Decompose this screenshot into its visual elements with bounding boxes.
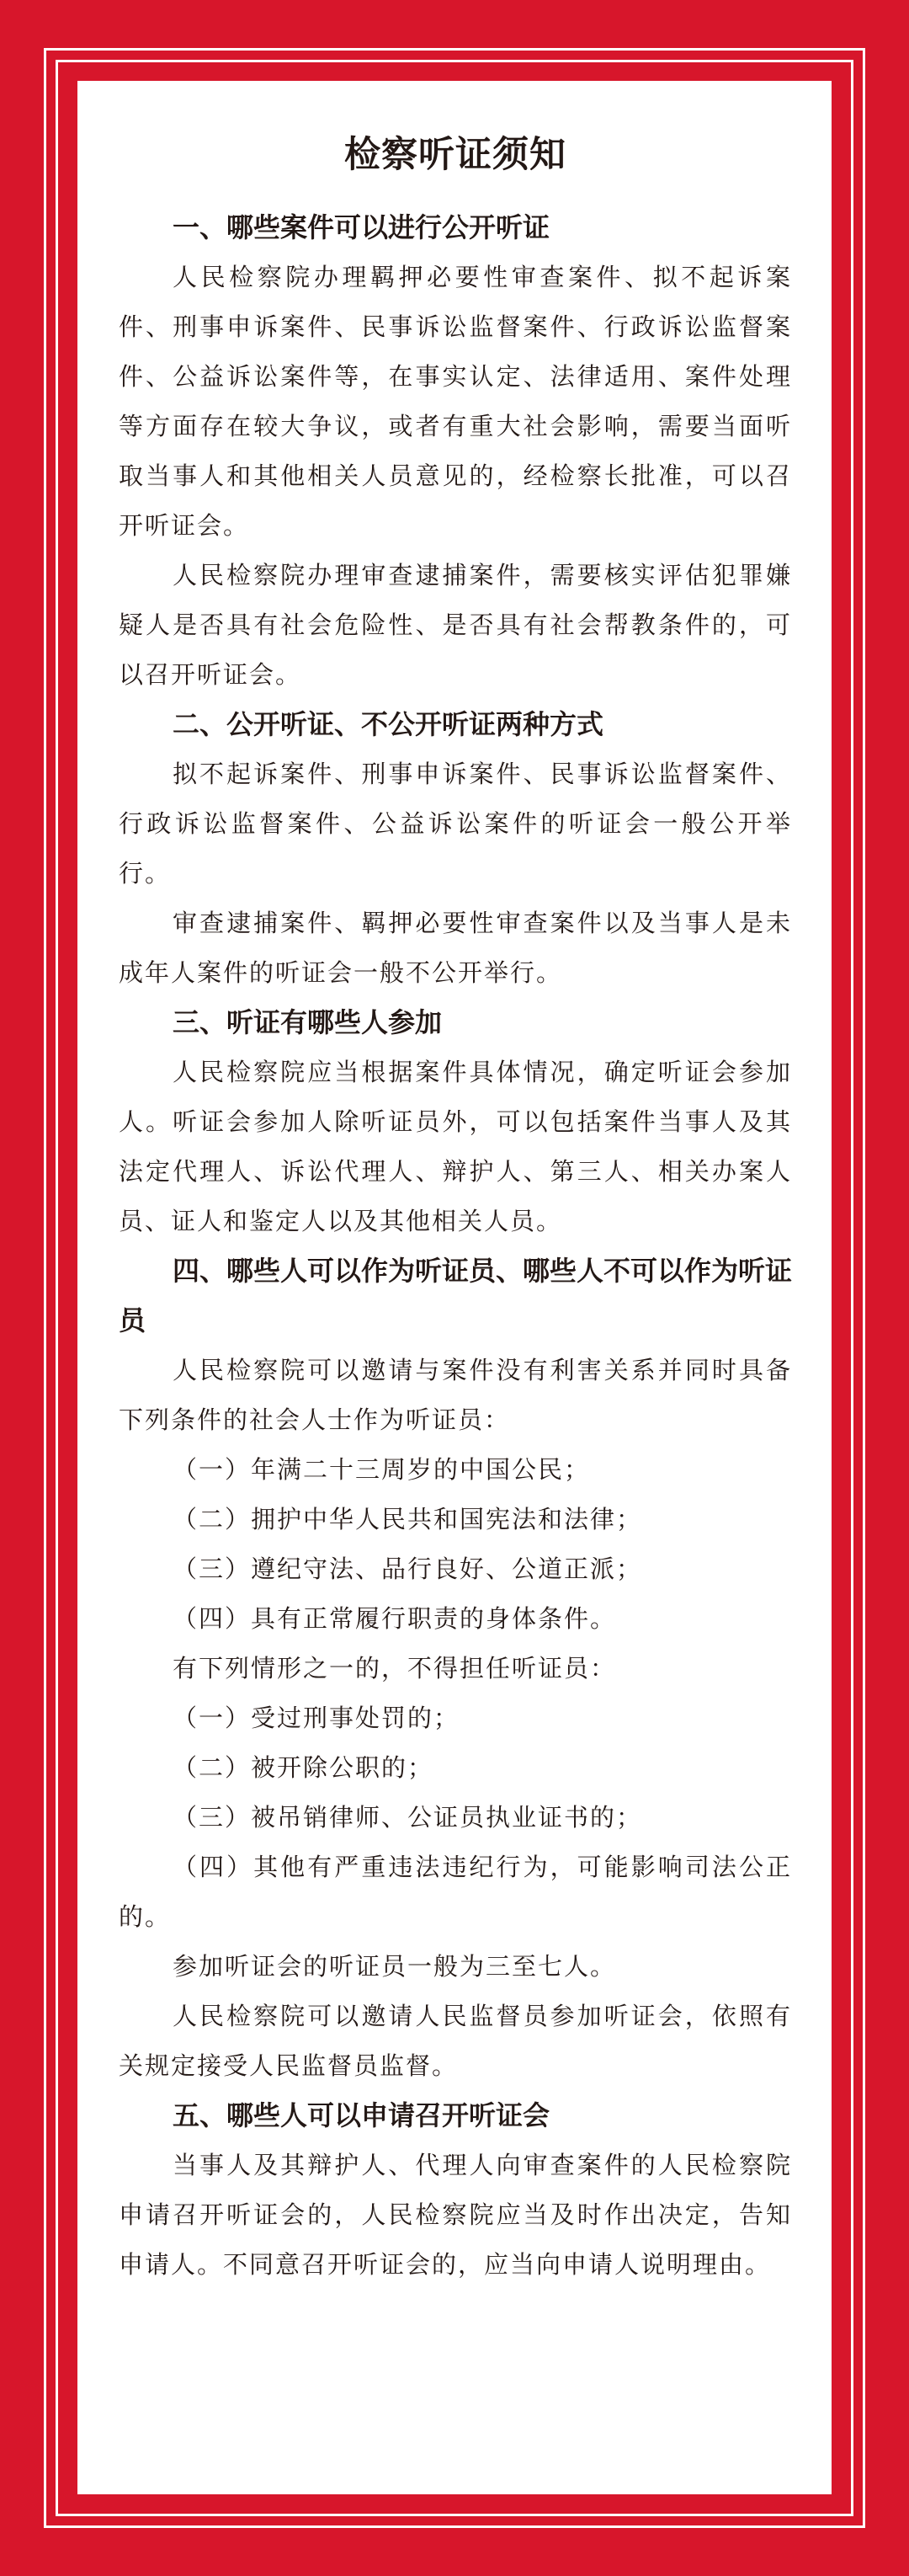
section-paragraph: 拟不起诉案件、刑事申诉案件、民事诉讼监督案件、行政诉讼监督案件、公益诉讼案件的听证会一般公开举行。 [119,760,792,888]
exclusion-item: （四）其他有严重违法违纪行为，可能影响司法公正的。 [119,1853,792,1931]
section-1 [119,203,792,700]
section-paragraph: 当事人及其辩护人、代理人向审查案件的人民检察院申请召开听证会的，人民检察院应当及时作出决定，告知申请人。不同意召开听证会的，应当向申请人说明理由。 [119,2151,792,2279]
section-2 [119,700,792,998]
section-paragraph: 参加听证会的听证员一般为三至七人。 [173,1952,617,1981]
section-4 [119,1246,792,2091]
section-heading: 五、哪些人可以申请召开听证会 [173,2099,550,2131]
notice-content [119,123,792,2290]
condition-item: （一）年满二十三周岁的中国公民； [173,1455,591,1484]
section-heading: 二、公开听证、不公开听证两种方式 [173,708,604,740]
section-heading: 一、哪些案件可以进行公开听证 [173,211,550,243]
notice-title: 检察听证须知 [344,134,566,176]
exclusion-item: （一）受过刑事处罚的； [173,1704,460,1732]
section-paragraph: 审查逮捕案件、羁押必要性审查案件以及当事人是未成年人案件的听证会一般不公开举行。 [119,909,792,987]
condition-item: （二）拥护中华人民共和国宪法和法律； [173,1505,643,1533]
condition-item: （四）具有正常履行职责的身体条件。 [173,1604,617,1633]
section-paragraph: 人民检察院办理审查逮捕案件，需要核实评估犯罪嫌疑人是否具有社会危险性、是否具有社会帮教条件的，可以召开听证会。 [119,561,792,689]
section-paragraph: 人民检察院办理羁押必要性审查案件、拟不起诉案件、刑事申诉案件、民事诉讼监督案件、行政诉讼监督案件、公益诉讼案件等，在事实认定、法律适用、案件处理等方面存在较大争议，或者有重大社会影响，需要当面听取当事人和其他相关人员意见的，经检察长批准，可以召开听证会。 [119,263,792,540]
section-5 [119,2091,792,2290]
section-paragraph: 人民检察院可以邀请人民监督员参加听证会，依照有关规定接受人民监督员监督。 [119,2002,792,2080]
section-heading: 三、听证有哪些人参加 [173,1006,443,1038]
condition-item: （三）遵纪守法、品行良好、公道正派； [173,1555,643,1583]
notice-panel [77,81,832,2494]
section-heading: 四、哪些人可以作为听证员、哪些人不可以作为听证员 [119,1255,793,1336]
section-paragraph: 有下列情形之一的，不得担任听证员： [173,1654,617,1683]
exclusion-item: （三）被吊销律师、公证员执业证书的； [173,1803,643,1832]
section-paragraph: 人民检察院应当根据案件具体情况，确定听证会参加人。听证会参加人除听证员外，可以包括案件当事人及其法定代理人、诉讼代理人、辩护人、第三人、相关办案人员、证人和鉴定人以及其他相关人员。 [119,1058,792,1235]
section-paragraph: 人民检察院可以邀请与案件没有利害关系并同时具备下列条件的社会人士作为听证员： [119,1356,792,1434]
exclusion-item: （二）被开除公职的； [173,1753,434,1782]
section-3 [119,998,792,1246]
